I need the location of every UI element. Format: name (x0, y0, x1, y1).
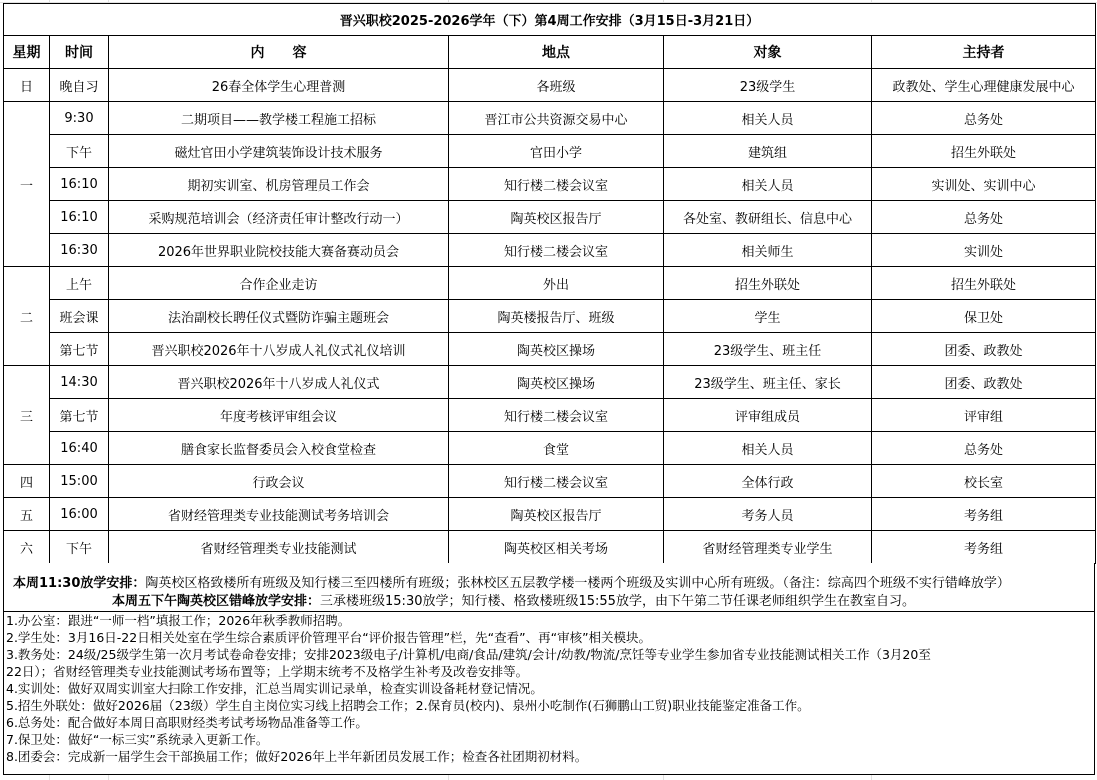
header-target[interactable]: 对象 (664, 36, 872, 69)
host-cell[interactable]: 招生外联处 (872, 267, 1096, 300)
content-cell[interactable]: 晋兴职校2026年十八岁成人礼仪式 (109, 366, 449, 399)
target-cell[interactable]: 相关师生 (664, 234, 872, 267)
time-cell[interactable]: 16:40 (50, 432, 109, 465)
content-cell[interactable]: 膳食家长监督委员会入校食堂检查 (109, 432, 449, 465)
target-cell[interactable]: 全体行政 (664, 465, 872, 498)
place-cell[interactable]: 知行楼二楼会议室 (449, 234, 664, 267)
content-cell[interactable]: 采购规范培训会（经济责任审计整改行动一） (109, 201, 449, 234)
place-cell[interactable]: 陶英校区操场 (449, 333, 664, 366)
table-row (4, 168, 1096, 201)
place-cell[interactable]: 知行楼二楼会议室 (449, 465, 664, 498)
table-row (4, 135, 1096, 168)
target-cell[interactable]: 相关人员 (664, 102, 872, 135)
time-cell[interactable]: 第七节 (50, 333, 109, 366)
content-cell[interactable]: 行政会议 (109, 465, 449, 498)
header-host[interactable]: 主持者 (872, 36, 1096, 69)
time-cell[interactable]: 14:30 (50, 366, 109, 399)
time-cell[interactable]: 下午 (50, 135, 109, 168)
notes-line-2-label: 本周五下午陶英校区错峰放学安排： (112, 594, 321, 609)
time-cell[interactable]: 16:10 (50, 201, 109, 234)
host-cell[interactable]: 考务组 (872, 531, 1096, 564)
place-cell[interactable]: 陶英校区操场 (449, 366, 664, 399)
department-tasks[interactable] (3, 611, 1095, 775)
content-cell[interactable]: 2026年世界职业院校技能大赛备赛动员会 (109, 234, 449, 267)
task-item: 7.保卫处：做好“一标三实”系统录入更新工作。 (6, 732, 269, 747)
weekday-cell[interactable]: 日 (4, 69, 50, 102)
host-cell[interactable]: 校长室 (872, 465, 1096, 498)
schedule-table (3, 3, 1096, 564)
target-cell[interactable]: 各处室、教研组长、信息中心 (664, 201, 872, 234)
task-item: 5.招生外联处：做好2026届（23级）学生自主岗位实习线上招聘会工作；2.保育员(校内)、泉州小吃制作(石狮鹏山工贸)职业技能鉴定准备工作。 (6, 698, 810, 713)
host-cell[interactable]: 总务处 (872, 432, 1096, 465)
host-cell[interactable]: 总务处 (872, 102, 1096, 135)
content-cell[interactable]: 省财经管理类专业技能测试考务培训会 (109, 498, 449, 531)
dismissal-notes[interactable] (3, 563, 1095, 612)
header-content[interactable]: 内 容 (109, 36, 449, 69)
target-cell[interactable]: 相关人员 (664, 432, 872, 465)
host-cell[interactable]: 政教处、学生心理健康发展中心 (872, 69, 1096, 102)
target-cell[interactable]: 建筑组 (664, 135, 872, 168)
content-cell[interactable]: 法治副校长聘任仪式暨防诈骗主题班会 (109, 300, 449, 333)
host-cell[interactable]: 实训处、实训中心 (872, 168, 1096, 201)
time-cell[interactable]: 16:10 (50, 168, 109, 201)
time-cell[interactable]: 晚自习 (50, 69, 109, 102)
notes-line-2-text: 三承楼班级15:30放学；知行楼、格致楼班级15:55放学，由下午第二节任课老师组织学生在教室自习。 (320, 594, 915, 609)
weekday-cell[interactable]: 五 (4, 498, 50, 531)
content-cell[interactable]: 磁灶官田小学建筑装饰设计技术服务 (109, 135, 449, 168)
page-title[interactable]: 晋兴职校2025-2026学年（下）第4周工作安排（3月15日-3月21日） (4, 4, 1096, 36)
task-item: 1.办公室：跟进“一师一档”填报工作；2026年秋季教师招聘。 (6, 613, 351, 628)
weekday-cell[interactable]: 六 (4, 531, 50, 564)
target-cell[interactable]: 评审组成员 (664, 399, 872, 432)
time-cell[interactable]: 下午 (50, 531, 109, 564)
place-cell[interactable]: 知行楼二楼会议室 (449, 168, 664, 201)
time-cell[interactable]: 班会课 (50, 300, 109, 333)
content-cell[interactable]: 晋兴职校2026年十八岁成人礼仪式礼仪培训 (109, 333, 449, 366)
content-cell[interactable]: 期初实训室、机房管理员工作会 (109, 168, 449, 201)
place-cell[interactable]: 官田小学 (449, 135, 664, 168)
weekday-cell[interactable]: 四 (4, 465, 50, 498)
table-row (4, 465, 1096, 498)
host-cell[interactable]: 考务组 (872, 498, 1096, 531)
task-item: 2.学生处：3月16日-22日相关处室在学生综合素质评价管理平台“评价报告管理”栏，先“查看”、再“审核”相关模块。 (6, 630, 652, 645)
header-weekday[interactable]: 星期 (4, 36, 50, 69)
table-row (4, 102, 1096, 135)
table-row (4, 333, 1096, 366)
task-item: 3.教务处：24级/25级学生第一次月考试卷命卷安排；安排2023级电子/计算机/电商/食品/建筑/会计/幼教/物流/烹饪等专业学生参加省专业技能测试相关工作（3月20至 (6, 647, 931, 662)
host-cell[interactable]: 团委、政教处 (872, 366, 1096, 399)
time-cell[interactable]: 16:30 (50, 234, 109, 267)
target-cell[interactable]: 23级学生、班主任 (664, 333, 872, 366)
table-row (4, 399, 1096, 432)
table-row (4, 432, 1096, 465)
weekday-cell[interactable]: 一 (4, 102, 50, 267)
content-cell[interactable]: 二期项目——教学楼工程施工招标 (109, 102, 449, 135)
host-cell[interactable]: 评审组 (872, 399, 1096, 432)
weekday-cell[interactable]: 三 (4, 366, 50, 465)
content-cell[interactable]: 省财经管理类专业技能测试 (109, 531, 449, 564)
task-item: 22日）；省财经管理类专业技能测试考场布置等；上学期末统考不及格学生补考及改卷安排等。 (6, 664, 529, 679)
place-cell[interactable]: 知行楼二楼会议室 (449, 399, 664, 432)
task-item: 8.团委会：完成新一届学生会干部换届工作；做好2026年上半年新团员发展工作；检查各社团期初材料。 (6, 749, 588, 764)
time-cell[interactable]: 上午 (50, 267, 109, 300)
target-cell[interactable]: 23级学生 (664, 69, 872, 102)
time-cell[interactable]: 9:30 (50, 102, 109, 135)
time-cell[interactable]: 15:00 (50, 465, 109, 498)
notes-line-1-label: 本周11:30放学安排： (13, 576, 146, 591)
content-cell[interactable]: 26春全体学生心理普测 (109, 69, 449, 102)
notes-line-1 (13, 572, 1010, 591)
place-cell[interactable]: 陶英校区报告厅 (449, 201, 664, 234)
target-cell[interactable]: 学生 (664, 300, 872, 333)
table-row (4, 300, 1096, 333)
header-row (4, 36, 1096, 69)
host-cell[interactable]: 总务处 (872, 201, 1096, 234)
time-cell[interactable]: 16:00 (50, 498, 109, 531)
content-cell[interactable]: 年度考核评审组会议 (109, 399, 449, 432)
host-cell[interactable]: 团委、政教处 (872, 333, 1096, 366)
place-cell[interactable]: 食堂 (449, 432, 664, 465)
header-time[interactable]: 时间 (50, 36, 109, 69)
host-cell[interactable]: 保卫处 (872, 300, 1096, 333)
target-cell[interactable]: 23级学生、班主任、家长 (664, 366, 872, 399)
notes-line-2 (112, 590, 915, 609)
table-row (4, 267, 1096, 300)
place-cell[interactable]: 陶英楼报告厅、班级 (449, 300, 664, 333)
target-cell[interactable]: 相关人员 (664, 168, 872, 201)
place-cell[interactable]: 晋江市公共资源交易中心 (449, 102, 664, 135)
host-cell[interactable]: 招生外联处 (872, 135, 1096, 168)
place-cell[interactable]: 陶英校区报告厅 (449, 498, 664, 531)
table-row (4, 234, 1096, 267)
header-place[interactable]: 地点 (449, 36, 664, 69)
host-cell[interactable]: 实训处 (872, 234, 1096, 267)
time-cell[interactable]: 第七节 (50, 399, 109, 432)
task-item: 6.总务处：配合做好本周日高职财经类考试考场物品准备等工作。 (6, 715, 368, 730)
place-cell[interactable]: 外出 (449, 267, 664, 300)
notes-line-1-text: 陶英校区格致楼所有班级及知行楼三至四楼所有班级；张林校区五层教学楼一楼两个班级及实训中心所有班级。（备注：综高四个班级不实行错峰放学） (145, 576, 1010, 591)
place-cell[interactable]: 各班级 (449, 69, 664, 102)
task-item: 4.实训处：做好双周实训室大扫除工作安排，汇总当周实训记录单，检查实训设备耗材登记情况。 (6, 681, 543, 696)
target-cell[interactable]: 招生外联处 (664, 267, 872, 300)
table-row (4, 366, 1096, 399)
content-cell[interactable]: 合作企业走访 (109, 267, 449, 300)
table-row (4, 201, 1096, 234)
table-row (4, 69, 1096, 102)
weekday-cell[interactable]: 二 (4, 267, 50, 366)
table-row (4, 531, 1096, 564)
place-cell[interactable]: 陶英校区相关考场 (449, 531, 664, 564)
table-row (4, 498, 1096, 531)
title-row (4, 4, 1096, 36)
target-cell[interactable]: 省财经管理类专业学生 (664, 531, 872, 564)
target-cell[interactable]: 考务人员 (664, 498, 872, 531)
